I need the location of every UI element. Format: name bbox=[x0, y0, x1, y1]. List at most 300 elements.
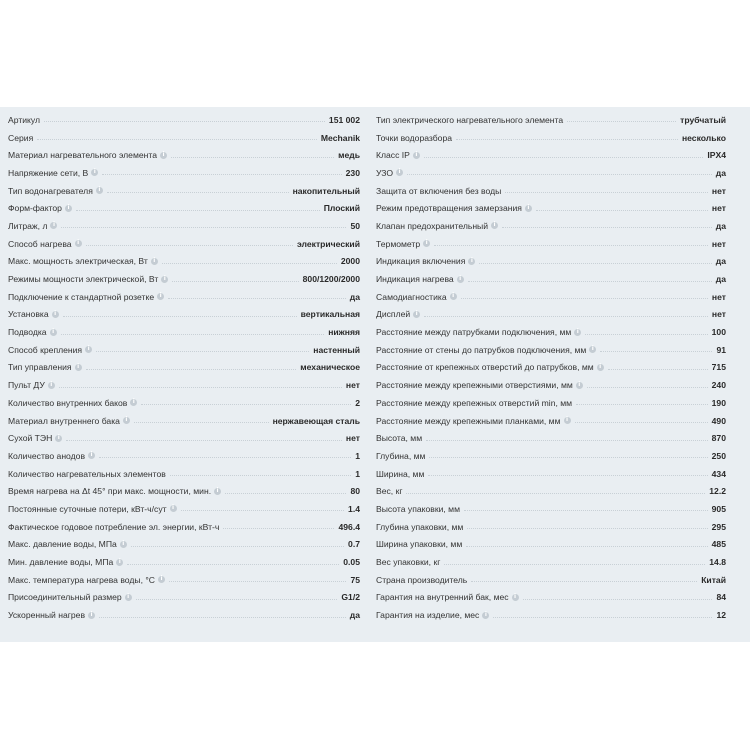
spec-label bbox=[376, 221, 498, 231]
spec-row bbox=[376, 359, 726, 377]
dotted-leader bbox=[456, 139, 678, 140]
info-icon[interactable] bbox=[512, 594, 519, 601]
spec-row bbox=[8, 429, 360, 447]
spec-label-text: Количество нагревательных элементов bbox=[8, 468, 166, 479]
spec-value: 870 bbox=[711, 433, 726, 444]
spec-value: трубчатый bbox=[680, 114, 726, 125]
spec-label-text: Способ крепления bbox=[8, 344, 83, 355]
spec-value: 490 bbox=[711, 415, 726, 426]
spec-label bbox=[376, 327, 581, 337]
dotted-leader bbox=[86, 245, 293, 246]
spec-label-text: Глубина упаковки, мм bbox=[376, 521, 464, 532]
spec-label-text: Материал нагревательного элемента bbox=[8, 150, 158, 161]
info-icon[interactable] bbox=[55, 435, 62, 442]
spec-label-text: Расстояние между крепежными отверстиями, мм bbox=[376, 380, 573, 391]
spec-label-text: Ускоренный нагрев bbox=[8, 610, 86, 621]
spec-label-text: Гарантия на изделие, мес bbox=[376, 610, 480, 621]
spec-label-text: УЗО bbox=[376, 167, 394, 178]
dotted-leader bbox=[170, 475, 351, 476]
spec-label bbox=[8, 416, 130, 426]
spec-label bbox=[8, 486, 221, 496]
spec-value: 295 bbox=[711, 521, 726, 532]
info-icon[interactable] bbox=[214, 488, 221, 495]
specs-column-right bbox=[376, 111, 726, 624]
spec-label bbox=[8, 345, 92, 355]
spec-label bbox=[8, 539, 127, 549]
spec-value: Китай bbox=[701, 574, 726, 585]
spec-row bbox=[376, 288, 726, 306]
spec-label bbox=[376, 433, 422, 443]
dotted-leader bbox=[536, 210, 708, 211]
spec-row bbox=[376, 465, 726, 483]
spec-value: 485 bbox=[711, 539, 726, 550]
info-icon[interactable] bbox=[574, 329, 581, 336]
spec-value: да bbox=[715, 220, 726, 231]
spec-label bbox=[376, 168, 403, 178]
spec-value: 434 bbox=[711, 468, 726, 479]
spec-label bbox=[8, 522, 219, 532]
dotted-leader bbox=[168, 298, 346, 299]
spec-row bbox=[8, 394, 360, 412]
dotted-leader bbox=[37, 139, 317, 140]
spec-label-text: Материал внутреннего бака bbox=[8, 415, 120, 426]
dotted-leader bbox=[44, 121, 325, 122]
spec-label bbox=[376, 133, 452, 143]
specifications-panel bbox=[0, 107, 750, 642]
spec-label bbox=[376, 398, 572, 408]
dotted-leader bbox=[502, 227, 712, 228]
spec-value: вертикальная bbox=[300, 309, 360, 320]
info-icon[interactable] bbox=[52, 311, 59, 318]
dotted-leader bbox=[493, 617, 712, 618]
dotted-leader bbox=[127, 564, 339, 565]
spec-value: 496.4 bbox=[338, 521, 360, 532]
spec-label bbox=[376, 274, 464, 284]
info-icon[interactable] bbox=[161, 276, 168, 283]
spec-label bbox=[376, 469, 424, 479]
spec-label bbox=[376, 592, 519, 602]
spec-label-text: Точки водоразбора bbox=[376, 132, 453, 143]
dotted-leader bbox=[466, 546, 707, 547]
dotted-leader bbox=[134, 422, 269, 423]
spec-label-text: Режим предотвращения замерзания bbox=[376, 203, 522, 214]
dotted-leader bbox=[169, 581, 346, 582]
info-icon[interactable] bbox=[160, 152, 167, 159]
info-icon[interactable] bbox=[589, 346, 596, 353]
spec-label bbox=[8, 203, 72, 213]
spec-value: 800/1200/2000 bbox=[302, 274, 360, 285]
info-icon[interactable] bbox=[468, 258, 475, 265]
spec-value: да bbox=[349, 291, 360, 302]
spec-value: нет bbox=[711, 309, 726, 320]
info-icon[interactable] bbox=[525, 205, 532, 212]
info-icon[interactable] bbox=[157, 293, 164, 300]
spec-label-text: Тип электрического нагревательного элемента bbox=[376, 114, 564, 125]
spec-label bbox=[376, 150, 420, 160]
spec-row bbox=[8, 235, 360, 253]
spec-label bbox=[376, 239, 430, 249]
info-icon[interactable] bbox=[75, 240, 82, 247]
dotted-leader bbox=[141, 404, 351, 405]
spec-row bbox=[376, 518, 726, 536]
spec-row bbox=[376, 589, 726, 607]
spec-label bbox=[8, 362, 82, 372]
spec-value: нет bbox=[345, 433, 360, 444]
dotted-leader bbox=[131, 546, 344, 547]
spec-label-text: Подключение к стандартной розетке bbox=[8, 291, 155, 302]
dotted-leader bbox=[407, 174, 712, 175]
dotted-leader bbox=[523, 599, 713, 600]
spec-row bbox=[376, 412, 726, 430]
dotted-leader bbox=[471, 581, 697, 582]
spec-label bbox=[8, 239, 82, 249]
spec-row bbox=[8, 589, 360, 607]
spec-row bbox=[376, 606, 726, 624]
dotted-leader bbox=[575, 422, 708, 423]
spec-label-text: Фактическое годовое потребление эл. энергии, кВт-ч bbox=[8, 521, 220, 532]
spec-value: 2 bbox=[355, 397, 360, 408]
spec-label-text: Расстояние между патрубками подключения, мм bbox=[376, 327, 572, 338]
spec-label-text: Клапан предохранительный bbox=[376, 220, 489, 231]
dotted-leader bbox=[107, 192, 289, 193]
spec-label-text: Серия bbox=[8, 132, 34, 143]
info-icon[interactable] bbox=[564, 417, 571, 424]
spec-value: 250 bbox=[711, 450, 726, 461]
spec-value: 1.4 bbox=[348, 503, 360, 514]
info-icon[interactable] bbox=[413, 311, 420, 318]
spec-label bbox=[376, 486, 402, 496]
spec-label-text: Литраж, л bbox=[8, 220, 48, 231]
spec-label bbox=[376, 292, 457, 302]
spec-label bbox=[8, 451, 95, 461]
spec-row bbox=[376, 500, 726, 518]
spec-label bbox=[376, 115, 563, 125]
spec-label-text: Тип водонагревателя bbox=[8, 185, 93, 196]
spec-label bbox=[8, 592, 132, 602]
spec-label-text: Расстояние между крепежными планками, мм bbox=[376, 415, 561, 426]
spec-label bbox=[8, 433, 62, 443]
dotted-leader bbox=[102, 174, 341, 175]
spec-row bbox=[376, 447, 726, 465]
dotted-leader bbox=[608, 369, 708, 370]
spec-row bbox=[8, 306, 360, 324]
dotted-leader bbox=[424, 157, 703, 158]
dotted-leader bbox=[223, 528, 334, 529]
info-icon[interactable] bbox=[423, 240, 430, 247]
spec-label-text: Глубина, мм bbox=[376, 450, 426, 461]
spec-label bbox=[376, 610, 489, 620]
spec-label bbox=[8, 150, 167, 160]
dotted-leader bbox=[576, 404, 708, 405]
dotted-leader bbox=[428, 475, 707, 476]
spec-label-text: Гарантия на внутренний бак, мес bbox=[376, 592, 509, 603]
spec-value: 14.8 bbox=[709, 557, 726, 568]
spec-row bbox=[376, 217, 726, 235]
spec-row bbox=[8, 288, 360, 306]
dotted-leader bbox=[59, 387, 342, 388]
spec-value: IPX4 bbox=[707, 150, 726, 161]
spec-label bbox=[376, 186, 501, 196]
spec-label-text: Макс. давление воды, МПа bbox=[8, 539, 117, 550]
dotted-leader bbox=[136, 599, 338, 600]
spec-value: 230 bbox=[345, 167, 360, 178]
dotted-leader bbox=[467, 528, 707, 529]
spec-label-text: Присоединительный размер bbox=[8, 592, 122, 603]
spec-row bbox=[8, 270, 360, 288]
spec-row bbox=[8, 606, 360, 624]
spec-value: 240 bbox=[711, 380, 726, 391]
info-icon[interactable] bbox=[151, 258, 158, 265]
info-icon[interactable] bbox=[170, 505, 177, 512]
spec-label bbox=[8, 115, 40, 125]
spec-value: 84 bbox=[716, 592, 726, 603]
spec-row bbox=[8, 323, 360, 341]
spec-label-text: Мин. давление воды, МПа bbox=[8, 557, 114, 568]
info-icon[interactable] bbox=[158, 576, 165, 583]
spec-label-text: Класс IP bbox=[376, 150, 410, 161]
spec-row bbox=[8, 465, 360, 483]
spec-label-text: Макс. температура нагрева воды, °C bbox=[8, 574, 155, 585]
spec-label bbox=[376, 522, 463, 532]
spec-value: нет bbox=[711, 203, 726, 214]
spec-label-text: Режимы мощности электрической, Вт bbox=[8, 274, 159, 285]
info-icon[interactable] bbox=[413, 152, 420, 159]
spec-label bbox=[8, 557, 123, 567]
info-icon[interactable] bbox=[116, 559, 123, 566]
dotted-leader bbox=[99, 457, 351, 458]
spec-value: несколько bbox=[681, 132, 726, 143]
spec-row bbox=[376, 253, 726, 271]
spec-value: нет bbox=[711, 291, 726, 302]
spec-label-text: Дисплей bbox=[376, 309, 411, 320]
spec-label-text: Ширина, мм bbox=[376, 468, 425, 479]
info-icon[interactable] bbox=[576, 382, 583, 389]
spec-label bbox=[8, 380, 55, 390]
info-icon[interactable] bbox=[457, 276, 464, 283]
info-icon[interactable] bbox=[396, 169, 403, 176]
info-icon[interactable] bbox=[597, 364, 604, 371]
info-icon[interactable] bbox=[450, 293, 457, 300]
spec-label-text: Термометр bbox=[376, 238, 421, 249]
spec-row bbox=[8, 571, 360, 589]
spec-label-text: Постоянные суточные потери, кВт-ч/сут bbox=[8, 503, 167, 514]
info-icon[interactable] bbox=[96, 187, 103, 194]
spec-label-text: Страна производитель bbox=[376, 574, 468, 585]
dotted-leader bbox=[162, 263, 337, 264]
dotted-leader bbox=[479, 263, 711, 264]
info-icon[interactable] bbox=[130, 399, 137, 406]
spec-value: нижняя bbox=[328, 327, 360, 338]
spec-label-text: Напряжение сети, В bbox=[8, 167, 89, 178]
spec-row bbox=[8, 518, 360, 536]
dotted-leader bbox=[406, 493, 705, 494]
specs-column-left bbox=[8, 111, 360, 624]
spec-row bbox=[376, 376, 726, 394]
dotted-leader bbox=[567, 121, 676, 122]
dotted-leader bbox=[225, 493, 346, 494]
spec-label-text: Индикация включения bbox=[376, 256, 466, 267]
info-icon[interactable] bbox=[91, 169, 98, 176]
spec-value: 12.2 bbox=[709, 486, 726, 497]
spec-label-text: Защита от включения без воды bbox=[376, 185, 502, 196]
spec-label-text: Самодиагностика bbox=[376, 291, 447, 302]
spec-label bbox=[8, 186, 103, 196]
dotted-leader bbox=[505, 192, 708, 193]
spec-label-text: Тип управления bbox=[8, 362, 72, 373]
dotted-leader bbox=[86, 369, 297, 370]
spec-label bbox=[376, 345, 596, 355]
spec-label-text: Сухой ТЭН bbox=[8, 433, 53, 444]
spec-value: 50 bbox=[350, 220, 360, 231]
spec-value: 1 bbox=[355, 468, 360, 479]
spec-row bbox=[8, 164, 360, 182]
spec-row bbox=[376, 553, 726, 571]
info-icon[interactable] bbox=[491, 222, 498, 229]
spec-label-text: Пульт ДУ bbox=[8, 380, 45, 391]
dotted-leader bbox=[464, 510, 708, 511]
spec-label-text: Количество внутренних баков bbox=[8, 397, 128, 408]
info-icon[interactable] bbox=[120, 541, 127, 548]
spec-label-text: Ширина упаковки, мм bbox=[376, 539, 463, 550]
spec-value: да bbox=[715, 256, 726, 267]
spec-row bbox=[376, 429, 726, 447]
spec-value: 1 bbox=[355, 450, 360, 461]
spec-label-text: Расстояние между крепежных отверстий min, мм bbox=[376, 397, 573, 408]
spec-label-text: Макс. мощность электрическая, Вт bbox=[8, 256, 148, 267]
spec-label bbox=[8, 309, 59, 319]
info-icon[interactable] bbox=[125, 594, 132, 601]
info-icon[interactable] bbox=[482, 612, 489, 619]
spec-row bbox=[8, 111, 360, 129]
dotted-leader bbox=[63, 316, 297, 317]
spec-row bbox=[8, 482, 360, 500]
spec-label bbox=[376, 309, 420, 319]
spec-label-text: Высота упаковки, мм bbox=[376, 503, 460, 514]
spec-row bbox=[8, 500, 360, 518]
spec-label bbox=[376, 380, 583, 390]
spec-row bbox=[8, 182, 360, 200]
spec-value: G1/2 bbox=[341, 592, 360, 603]
spec-row bbox=[8, 447, 360, 465]
spec-label-text: Способ нагрева bbox=[8, 238, 72, 249]
spec-label-text: Установка bbox=[8, 309, 49, 320]
spec-label bbox=[8, 398, 137, 408]
spec-value: медь bbox=[338, 150, 360, 161]
dotted-leader bbox=[444, 564, 705, 565]
spec-row bbox=[376, 571, 726, 589]
dotted-leader bbox=[600, 351, 712, 352]
spec-label bbox=[376, 451, 425, 461]
spec-row bbox=[8, 376, 360, 394]
spec-label-text: Расстояние от крепежных отверстий до патрубков, мм bbox=[376, 362, 594, 373]
info-icon[interactable] bbox=[50, 329, 57, 336]
spec-value: нет bbox=[711, 185, 726, 196]
spec-label bbox=[8, 133, 33, 143]
spec-label bbox=[8, 610, 95, 620]
dotted-leader bbox=[66, 440, 342, 441]
spec-label bbox=[376, 575, 467, 585]
info-icon[interactable] bbox=[75, 364, 82, 371]
info-icon[interactable] bbox=[85, 346, 92, 353]
spec-row bbox=[376, 146, 726, 164]
spec-row bbox=[376, 235, 726, 253]
spec-value: 0.05 bbox=[343, 557, 360, 568]
spec-label bbox=[376, 416, 571, 426]
info-icon[interactable] bbox=[123, 417, 130, 424]
spec-row bbox=[376, 341, 726, 359]
spec-value: 12 bbox=[716, 610, 726, 621]
spec-label-text: Подводка bbox=[8, 327, 47, 338]
spec-value: нержавеющая сталь bbox=[272, 415, 360, 426]
spec-label bbox=[8, 504, 177, 514]
dotted-leader bbox=[61, 227, 346, 228]
dotted-leader bbox=[76, 210, 320, 211]
spec-value: 715 bbox=[711, 362, 726, 373]
spec-label bbox=[376, 203, 532, 213]
dotted-leader bbox=[181, 510, 344, 511]
spec-value: электрический bbox=[296, 238, 360, 249]
info-icon[interactable] bbox=[50, 222, 57, 229]
spec-row bbox=[376, 306, 726, 324]
spec-label bbox=[8, 575, 165, 585]
spec-value: нет bbox=[711, 238, 726, 249]
dotted-leader bbox=[99, 617, 346, 618]
spec-value: 151 002 bbox=[328, 114, 360, 125]
spec-label bbox=[8, 168, 98, 178]
spec-row bbox=[376, 182, 726, 200]
spec-value: да bbox=[715, 274, 726, 285]
dotted-leader bbox=[426, 440, 708, 441]
spec-row bbox=[376, 129, 726, 147]
dotted-leader bbox=[96, 351, 309, 352]
spec-label bbox=[8, 221, 57, 231]
spec-value: Плоский bbox=[323, 203, 360, 214]
spec-value: Mechanik bbox=[320, 132, 360, 143]
spec-label-text: Высота, мм bbox=[376, 433, 423, 444]
spec-label-text: Артикул bbox=[8, 114, 41, 125]
dotted-leader bbox=[587, 387, 708, 388]
spec-label-text: Форм-фактор bbox=[8, 203, 62, 214]
dotted-leader bbox=[585, 334, 707, 335]
spec-label bbox=[376, 362, 604, 372]
spec-row bbox=[8, 412, 360, 430]
dotted-leader bbox=[468, 281, 712, 282]
spec-row bbox=[8, 199, 360, 217]
spec-label-text: Вес упаковки, кг bbox=[376, 557, 441, 568]
spec-row bbox=[8, 217, 360, 235]
spec-row bbox=[376, 482, 726, 500]
spec-row bbox=[8, 553, 360, 571]
spec-value: 0.7 bbox=[348, 539, 360, 550]
spec-row bbox=[8, 129, 360, 147]
spec-label bbox=[376, 256, 475, 266]
dotted-leader bbox=[434, 245, 708, 246]
spec-label-text: Количество анодов bbox=[8, 450, 86, 461]
spec-row bbox=[8, 146, 360, 164]
info-icon[interactable] bbox=[88, 452, 95, 459]
spec-value: 190 bbox=[711, 397, 726, 408]
dotted-leader bbox=[424, 316, 708, 317]
info-icon[interactable] bbox=[48, 382, 55, 389]
spec-row bbox=[376, 199, 726, 217]
spec-label-text: Индикация нагрева bbox=[376, 274, 454, 285]
spec-value: да bbox=[349, 610, 360, 621]
spec-value: 80 bbox=[350, 486, 360, 497]
spec-value: 905 bbox=[711, 503, 726, 514]
spec-row bbox=[376, 323, 726, 341]
info-icon[interactable] bbox=[65, 205, 72, 212]
info-icon[interactable] bbox=[88, 612, 95, 619]
